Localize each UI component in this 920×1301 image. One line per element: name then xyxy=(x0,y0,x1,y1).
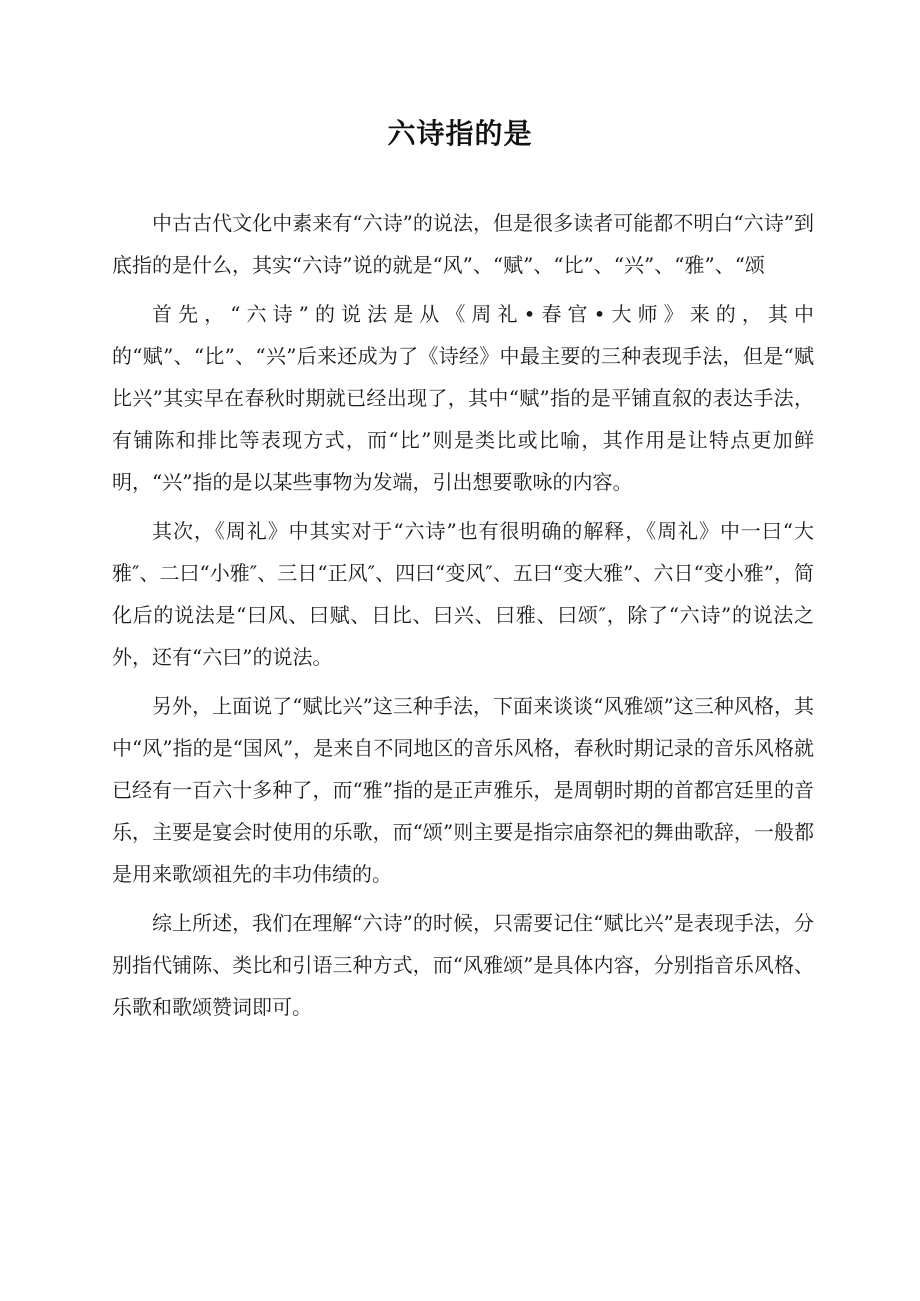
paragraph-third: 另外，上面说了“赋比兴”这三种手法，下面来谈谈“风雅颂”这三种风格，其中“风”指的是“国风”，是来自不同地区的音乐风格，春秋时期记录的音乐风格就已经有一百六十多种了，而“雅”指的是正声雅乐，是周朝时期的首都宫廷里的音乐，主要是宴会时使用的乐歌，而“颂”则主要是指宗庙祭祀的舞曲歌辞，一般都是用来歌颂祖先的丰功伟绩的。 xyxy=(112,694,814,886)
paragraph-second: 其次，《周礼》中其实对于“六诗”也有很明确的解释，《周礼》中一曰“大雅″、二曰“小雅″、三日“正风″、四曰“变风″、五曰“变大雅”、六日“变小雅”，简化后的说法是“曰风、曰赋、日比、曰兴、曰雅、曰颂″，除了“六诗”的说法之外，还有“六曰”的说法。 xyxy=(112,519,814,669)
document-body xyxy=(112,202,814,1035)
page-title: 六诗指的是 xyxy=(387,117,533,150)
paragraph-intro: 中古古代文化中素来有“六诗”的说法，但是很多读者可能都不明白“六诗”到底指的是什么，其实“六诗”说的就是“风”、“赋”、“比”、“兴”、“雅”、“颂 xyxy=(112,211,814,277)
paragraph-first: 首先，“六诗”的说法是从《周礼•春官•大师》来的，其中的“赋”、“比”、“兴”后来还成为了《诗经》中最主要的三种表现手法，但是“赋比兴”其实早在春秋时期就已经出现了，其中“赋”指的是平铺直叙的表达手法，有铺陈和排比等表现方式，而“比”则是类比或比喻，其作用是让特点更加鲜明，“兴”指的是以某些事物为发端，引出想要歌咏的内容。 xyxy=(112,302,814,494)
paragraph-conclusion: 综上所述，我们在理解“六诗”的时候，只需要记住“赋比兴”是表现手法，分别指代铺陈、类比和引语三种方式，而“风雅颂”是具体内容，分别指音乐风格、乐歌和歌颂赞词即可。 xyxy=(112,911,814,1019)
